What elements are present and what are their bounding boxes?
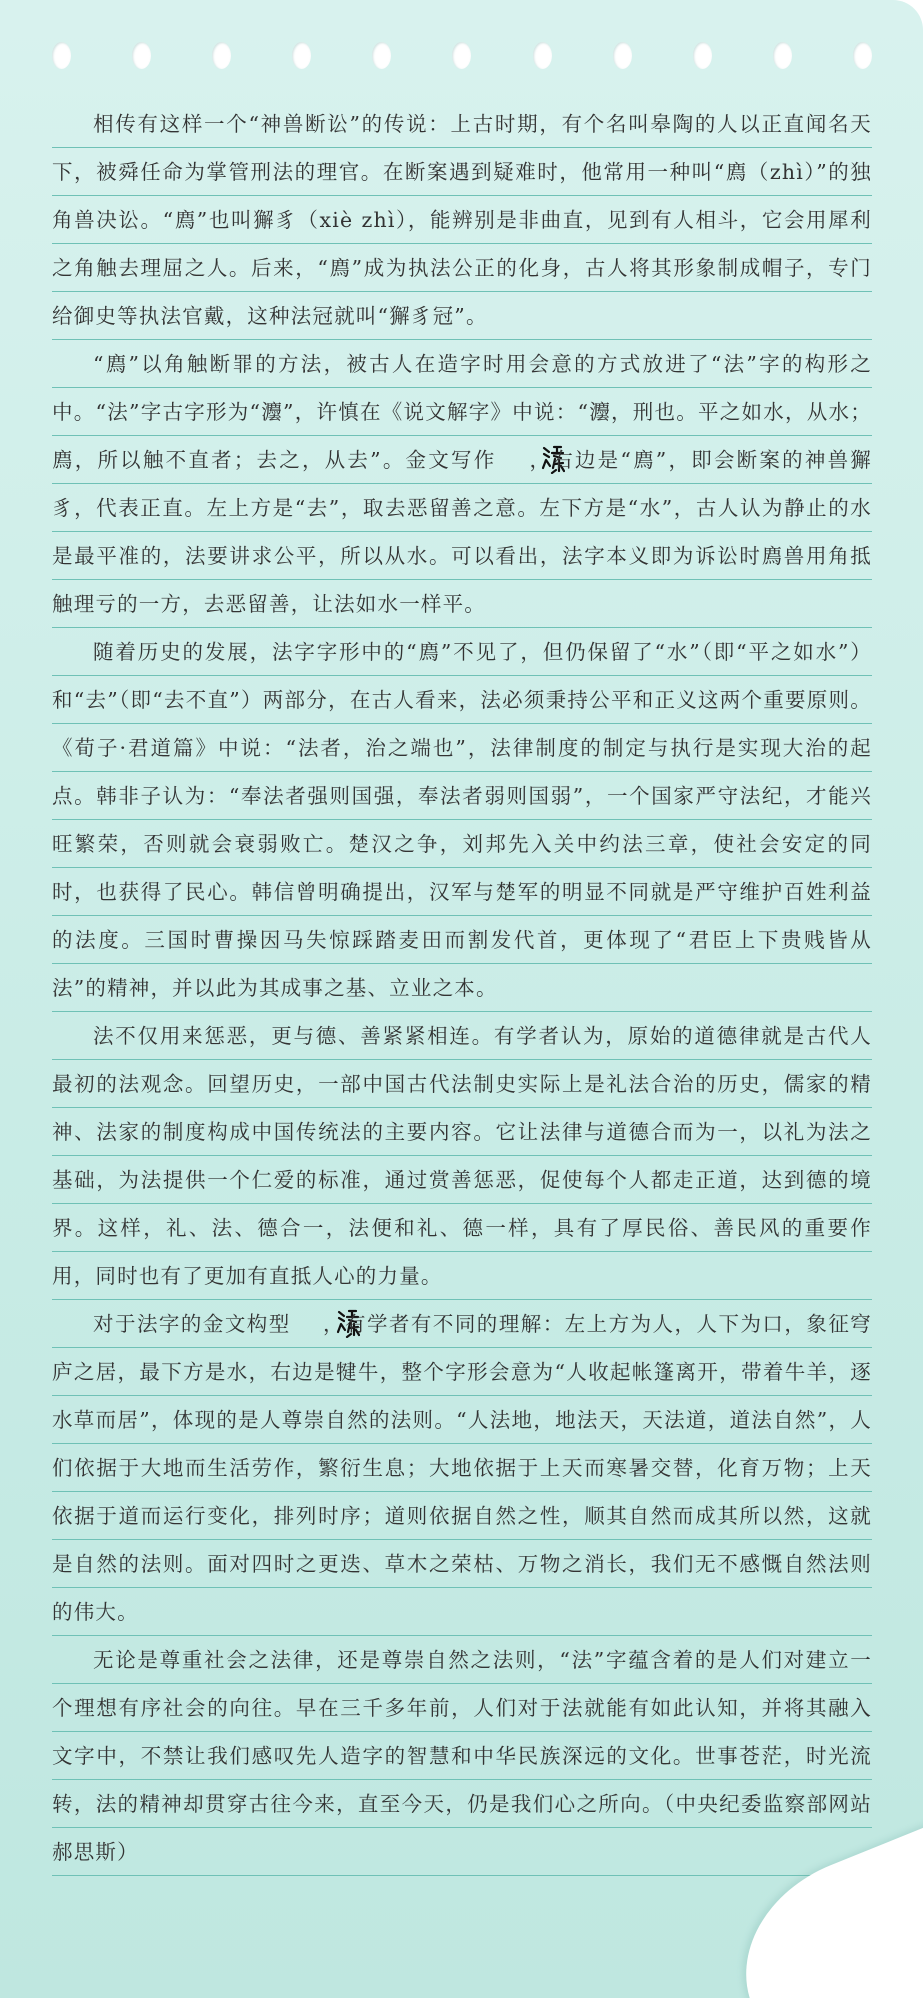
paragraph-text: 相传有这样一个“神兽断讼”的传说：上古时期，有个名叫皋陶的人以正直闻名天下，被舜任命为掌管刑法的理官。在断案遇到疑难时，他常用一种叫“廌（zhì）”的独角兽决讼。“廌”也叫獬豸（xiè zhì），能辨别是非曲直，见到有人相斗，它会用犀利之角触去理屈之人。后来，“廌”成为执法公正的化身，古人将其形象制成帽子，专门给御史等执法官戴，这种法冠就叫“獬豸冠”。 xyxy=(52,112,872,328)
paragraph-2 xyxy=(52,340,872,628)
paragraph-text: 法不仅用来惩恶，更与德、善紧紧相连。有学者认为，原始的道德律就是古代人最初的法观念。回望历史，一部中国古代法制史实际上是礼法合治的历史，儒家的精神、法家的制度构成中国传统法的主要内容。它让法律与道德合而为一，以礼为法之基础，为法提供一个仁爱的标准，通过赏善惩恶，促使每个人都走正道，达到德的境界。这样，礼、法、德合一，法便和礼、德一样，具有了厚民俗、善民风的重要作用，同时也有了更加有直抵人心的力量。 xyxy=(52,1024,872,1288)
paragraph-text: 无论是尊重社会之法律，还是尊崇自然之法则，“法”字蕴含着的是人们对建立一个理想有序社会的向往。早在三千多年前，人们对于法就能有如此认知，并将其融入文字中，不禁让我们感叹先人造字的智慧和中华民族深远的文化。世事苍茫，时光流转，法的精神却贯穿古往今来，直至今天，仍是我们心之所向。（中央纪委监察部网站 郝思斯） xyxy=(52,1648,872,1864)
binder-hole xyxy=(533,42,552,69)
binder-hole xyxy=(693,42,712,69)
paragraph-text: “廌”以角触断罪的方法，被古人在造字时用会意的方式放进了“法”字的构形之中。“法”字古字形为“灋”，许慎在《说文解字》中说：“灋，刑也。平之如水，从水；廌，所以触不直者；去之，从去”。金文写作 xyxy=(52,352,872,472)
binder-hole xyxy=(773,42,792,69)
binder-hole xyxy=(212,42,231,69)
paragraph-5 xyxy=(52,1300,872,1636)
paragraph-text: ，右边是“廌”，即会断案的神兽獬豸，代表正直。左上方是“去”，取去恶留善之意。左下方是“水”，古人认为静止的水是最平准的，法要讲求公平，所以从水。可以看出，法字本义即为诉讼时廌兽用角抵触理亏的一方，去恶留善，让法如水一样平。 xyxy=(52,448,872,616)
binder-hole xyxy=(52,42,71,69)
paragraph-4 xyxy=(52,1012,872,1300)
binder-holes xyxy=(52,42,872,72)
paragraph-3 xyxy=(52,628,872,1012)
binder-hole xyxy=(132,42,151,69)
binder-hole xyxy=(372,42,391,69)
paragraph-6 xyxy=(52,1636,872,1876)
article-body xyxy=(52,100,872,1876)
bronze-fa-character-icon xyxy=(295,1307,319,1337)
binder-hole xyxy=(613,42,632,69)
binder-hole xyxy=(452,42,471,69)
paragraph-1 xyxy=(52,100,872,340)
bronze-fa-character-icon xyxy=(500,443,524,473)
paragraph-text: ，有学者有不同的理解：左上方为人，人下为口，象征穹庐之居，最下方是水，右边是犍牛，整个字形会意为“人收起帐篷离开，带着牛羊，逐水草而居”，体现的是人尊崇自然的法则。“人法地，地法天，天法道，道法自然”，人们依据于大地而生活劳作，繁衍生息；大地依据于上天而寒暑交替，化育万物；上天依据于道而运行变化，排列时序；道则依据自然之性，顺其自然而成其所以然，这就是自然的法则。面对四时之更迭、草木之荣枯、万物之消长，我们无不感慨自然法则的伟大。 xyxy=(52,1312,872,1624)
paragraph-text: 随着历史的发展，法字字形中的“廌”不见了，但仍保留了“水”（即“平之如水”）和“去”（即“去不直”）两部分，在古人看来，法必须秉持公平和正义这两个重要原则。《荀子·君道篇》中说：“法者，治之端也”，法律制度的制定与执行是实现大治的起点。韩非子认为：“奉法者强则国强，奉法者弱则国弱”，一个国家严守法纪，才能兴旺繁荣，否则就会衰弱败亡。楚汉之争，刘邦先入关中约法三章，使社会安定的同时，也获得了民心。韩信曾明确提出，汉军与楚军的明显不同就是严守维护百姓利益的法度。三国时曹操因马失惊踩踏麦田而割发代首，更体现了“君臣上下贵贱皆从法”的精神，并以此为其成事之基、立业之本。 xyxy=(52,640,872,1000)
binder-hole xyxy=(853,42,872,69)
binder-hole xyxy=(292,42,311,69)
paragraph-text: 对于法字的金文构型 xyxy=(93,1312,291,1336)
